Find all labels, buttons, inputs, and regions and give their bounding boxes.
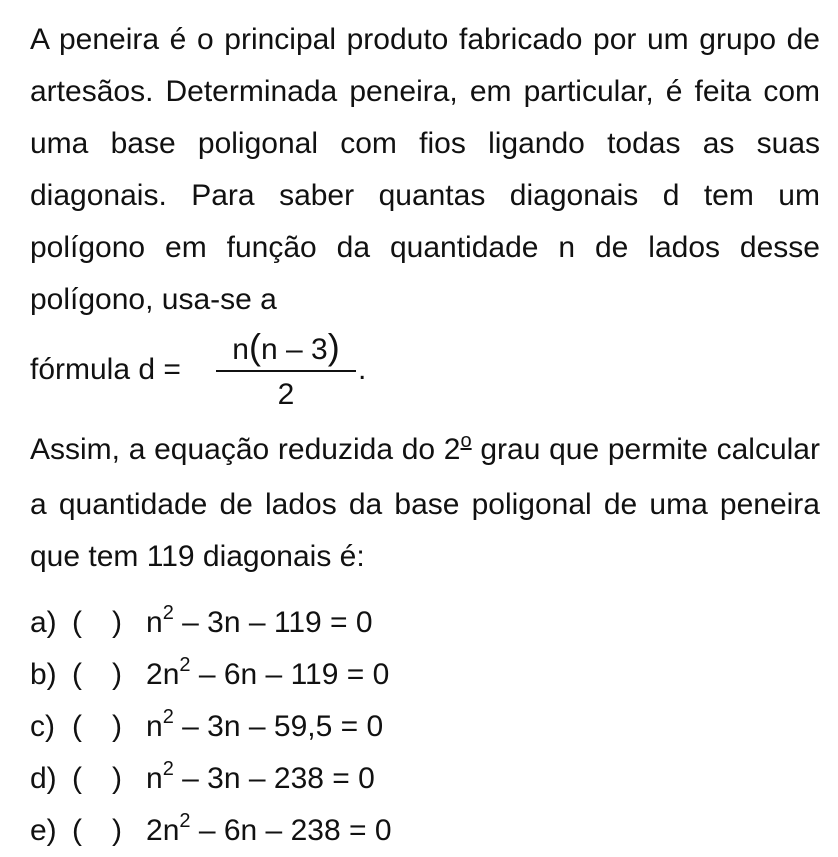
equation-exponent: 2 bbox=[179, 654, 191, 676]
ordinal-indicator: o bbox=[460, 430, 472, 452]
diagonal-formula-fraction bbox=[212, 328, 360, 412]
option-letter: a) bbox=[30, 606, 57, 639]
option-checkbox-open[interactable]: ( bbox=[72, 814, 82, 847]
option-equation bbox=[146, 753, 375, 805]
answer-option[interactable] bbox=[30, 701, 820, 753]
question-page bbox=[30, 14, 820, 857]
option-letter: c) bbox=[30, 710, 55, 743]
equation-variable: n bbox=[162, 658, 180, 691]
option-checkbox-open[interactable]: ( bbox=[72, 762, 82, 795]
option-letter: e) bbox=[30, 814, 57, 847]
option-equation bbox=[146, 805, 392, 857]
option-checkbox-open[interactable]: ( bbox=[72, 710, 82, 743]
open-paren: ( bbox=[248, 326, 261, 367]
numerator-inner: n – 3 bbox=[260, 333, 328, 366]
equation-rest: – 3n – 238 = 0 bbox=[173, 762, 375, 795]
question-prompt bbox=[30, 424, 820, 583]
option-letter: b) bbox=[30, 658, 57, 691]
equation-rest: – 6n – 119 = 0 bbox=[190, 658, 390, 691]
equation-rest: – 6n – 238 = 0 bbox=[190, 814, 392, 847]
option-checkbox-close[interactable]: ) bbox=[112, 606, 122, 639]
equation-rest: – 3n – 119 = 0 bbox=[173, 606, 373, 639]
option-equation bbox=[146, 649, 389, 701]
formula-line bbox=[30, 326, 820, 414]
equation-coefficient: 2 bbox=[146, 658, 163, 691]
question-statement: A peneira é o principal produto fabricado por um grupo de artesãos. Determinada peneira, em particular, é feita com uma base poligonal com fios ligando todas as suas diagonais. Para saber quantas diagonais d tem um polígono em função da quantidade n de lados desse polígono, usa-se a bbox=[30, 23, 820, 316]
fraction-denominator: 2 bbox=[277, 378, 295, 411]
fraction-numerator bbox=[212, 328, 360, 366]
option-equation bbox=[146, 701, 383, 753]
option-letter: d) bbox=[30, 762, 57, 795]
prompt-part1: Assim, a equação reduzida do 2 bbox=[30, 433, 461, 466]
numerator-n: n bbox=[232, 333, 249, 366]
prompt-part2: grau que permite calcular a quantidade de lados da base poligonal de uma peneira que tem 119 diagonais é: bbox=[30, 433, 820, 573]
fraction-bar bbox=[216, 370, 356, 372]
formula-lead: fórmula d = bbox=[30, 353, 181, 386]
option-checkbox-open[interactable]: ( bbox=[72, 606, 82, 639]
equation-exponent: 2 bbox=[162, 602, 174, 624]
equation-variable: n bbox=[146, 710, 163, 743]
equation-variable: n bbox=[162, 814, 180, 847]
equation-exponent: 2 bbox=[162, 758, 174, 780]
option-checkbox-close[interactable]: ) bbox=[112, 762, 122, 795]
option-checkbox-close[interactable]: ) bbox=[112, 710, 122, 743]
answer-option[interactable] bbox=[30, 753, 820, 805]
equation-variable: n bbox=[146, 762, 163, 795]
option-checkbox-close[interactable]: ) bbox=[112, 814, 122, 847]
close-paren: ) bbox=[327, 326, 340, 367]
answer-option[interactable] bbox=[30, 805, 820, 857]
answer-option[interactable] bbox=[30, 649, 820, 701]
equation-rest: – 3n – 59,5 = 0 bbox=[173, 710, 384, 743]
answer-options bbox=[30, 597, 820, 857]
option-checkbox-close[interactable]: ) bbox=[112, 658, 122, 691]
option-equation bbox=[146, 597, 373, 649]
formula-period: . bbox=[358, 353, 367, 386]
equation-exponent: 2 bbox=[179, 810, 191, 832]
equation-exponent: 2 bbox=[162, 706, 174, 728]
option-checkbox-open[interactable]: ( bbox=[72, 658, 82, 691]
answer-option[interactable] bbox=[30, 597, 820, 649]
equation-variable: n bbox=[146, 606, 163, 639]
equation-coefficient: 2 bbox=[146, 814, 163, 847]
